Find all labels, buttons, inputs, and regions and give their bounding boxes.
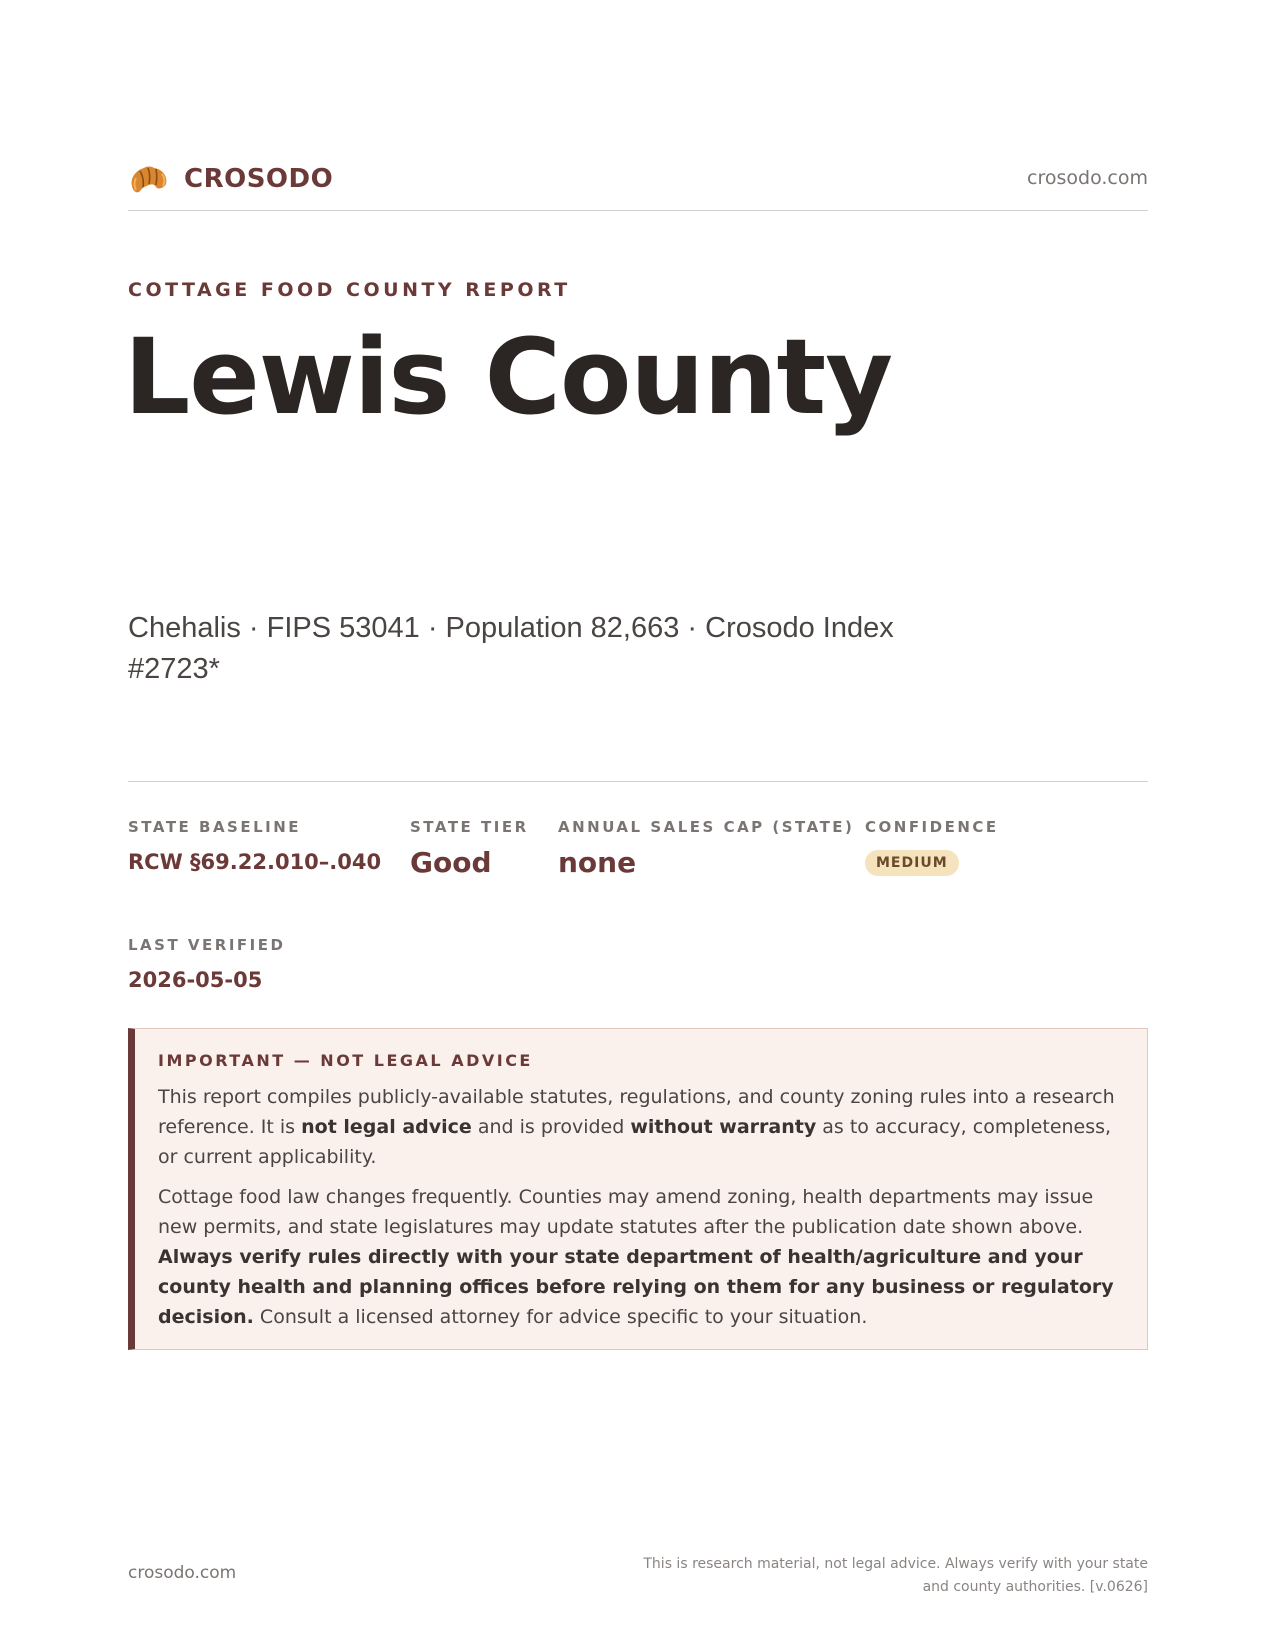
notice-emphasis: without warranty (630, 1116, 817, 1138)
page-header (128, 160, 1148, 211)
stat-label: CONFIDENCE (865, 818, 999, 836)
stat-confidence (865, 818, 999, 876)
stat-last-verified (128, 936, 285, 992)
notice-text: This report compiles publicly-available statutes, regulations, and county zoning rules into a research reference. It is (158, 1086, 1115, 1138)
notice-emphasis: Always verify rules directly with your state department of health/agriculture and your county health and planning offices before relying on them for any business or regulatory decision. (158, 1246, 1114, 1328)
brand-name: CROSODO (184, 164, 334, 194)
stat-label: ANNUAL SALES CAP (STATE) (558, 818, 855, 836)
notice-paragraph (158, 1182, 1121, 1332)
stat-value: 2026-05-05 (128, 968, 263, 992)
footer-site-link[interactable]: crosodo.com (128, 1563, 237, 1583)
stat-state-baseline (128, 818, 381, 874)
stat-value: none (558, 846, 637, 879)
footer-disclaimer-line: and county authorities. [v.0626] (922, 1579, 1148, 1595)
stat-value: RCW §69.22.010–.040 (128, 850, 382, 874)
notice-text: as to accuracy, completeness, or current applicability. (158, 1116, 1112, 1168)
page-title: Lewis County (124, 316, 892, 438)
notice-paragraph (158, 1082, 1121, 1172)
county-subtitle: Chehalis · FIPS 53041 · Population 82,663 · Crosodo Index #2723* (128, 612, 894, 685)
notice-emphasis: not legal advice (301, 1116, 472, 1138)
stat-value: Good (410, 846, 492, 879)
stat-annual-sales-cap (558, 818, 854, 879)
footer-disclaimer (628, 1553, 1148, 1599)
report-label: COTTAGE FOOD COUNTY REPORT (128, 279, 571, 301)
stat-label: STATE BASELINE (128, 818, 302, 836)
croissant-icon (128, 160, 170, 198)
brand[interactable] (128, 160, 333, 198)
legal-notice (128, 1028, 1148, 1350)
site-link[interactable]: crosodo.com (1027, 167, 1148, 189)
notice-text: and is provided (471, 1116, 631, 1138)
confidence-badge: MEDIUM (865, 850, 959, 876)
stat-label: STATE TIER (410, 818, 529, 836)
footer-disclaimer-line: This is research material, not legal advice. Always verify with your state (643, 1556, 1148, 1572)
section-divider (128, 781, 1148, 782)
notice-title: IMPORTANT — NOT LEGAL ADVICE (158, 1051, 533, 1070)
report-page (124, 0, 1148, 1650)
stat-state-tier (410, 818, 529, 879)
notice-text: Consult a licensed attorney for advice specific to your situation. (253, 1306, 868, 1328)
notice-text: Cottage food law changes frequently. Counties may amend zoning, health departments may issue new permits, and state legislatures may update statutes after the publication date shown above. (158, 1186, 1094, 1238)
stat-label: LAST VERIFIED (128, 936, 286, 954)
